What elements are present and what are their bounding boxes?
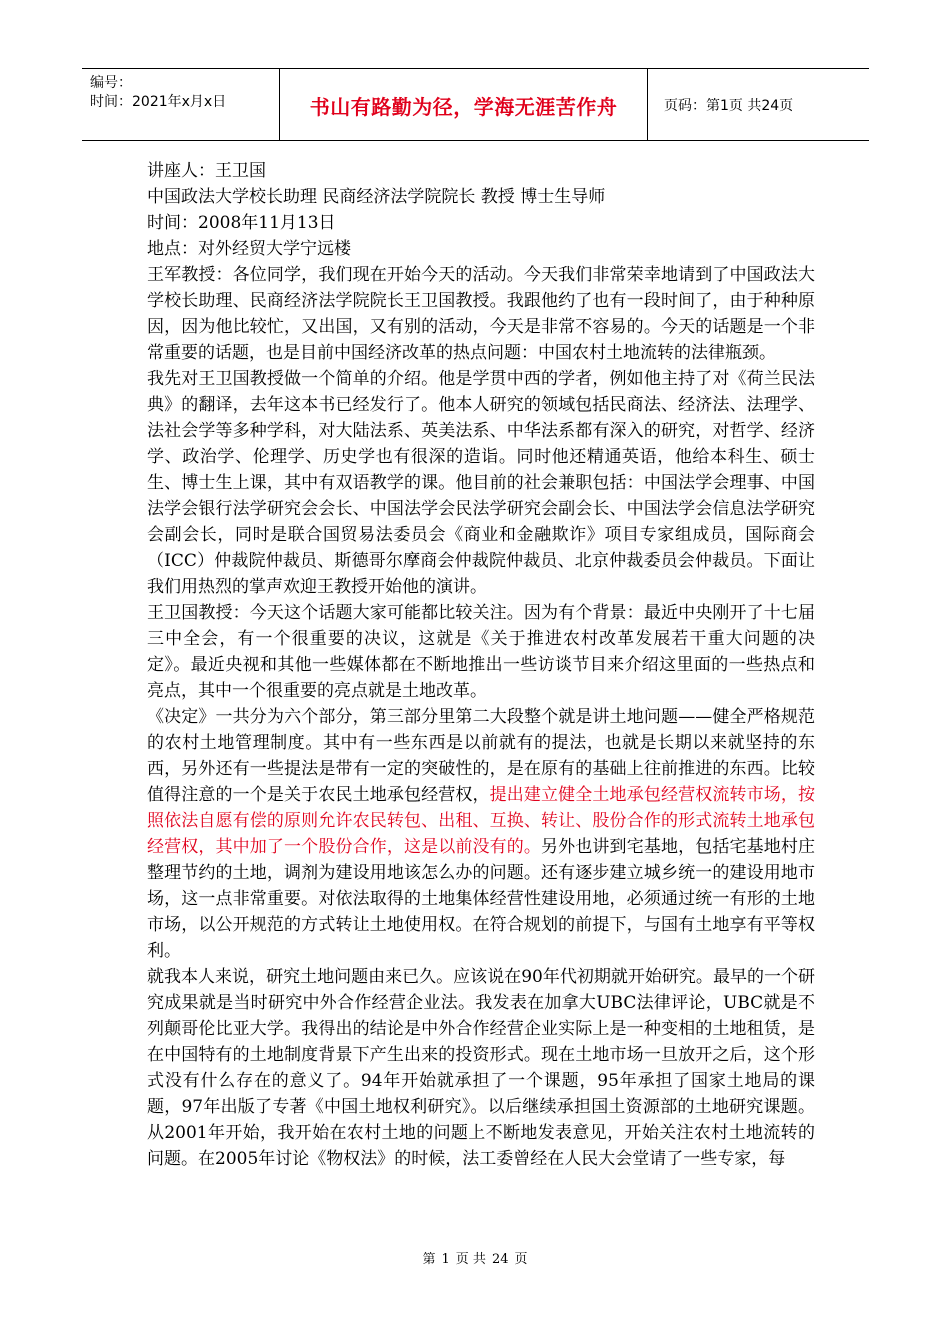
header-motto-cell bbox=[280, 69, 648, 140]
lecture-location-line: 地点：对外经贸大学宁远楼 bbox=[147, 239, 351, 259]
document-time-label: 时间：2021年x月x日 bbox=[90, 94, 227, 110]
footer-middle: 页 共 bbox=[455, 1252, 486, 1267]
footer-prefix: 第 bbox=[422, 1252, 436, 1267]
paragraph-decision-summary bbox=[147, 704, 815, 964]
page-footer bbox=[0, 1248, 950, 1267]
page-header bbox=[82, 68, 869, 141]
footer-suffix: 页 bbox=[514, 1252, 528, 1267]
header-info-cell bbox=[82, 69, 280, 140]
lecturer-line: 讲座人：王卫国 bbox=[147, 161, 266, 181]
footer-page-number: 1 bbox=[441, 1252, 450, 1267]
footer-total-pages: 24 bbox=[491, 1252, 509, 1267]
paragraph-speaker-bio: 我先对王卫国教授做一个简单的介绍。他是学贯中西的学者，例如他主持了对《荷兰民法典》的翻译，去年这本书已经发行了。他本人研究的领域包括民商法、经济法、法理学、法社会学等多种学科，对大陆法系、英美法系、中华法系都有深入的研究，对哲学、经济学、政治学、伦理学、历史学也有很深的造诣。同时他还精通英语，他给本科生、硕士生、博士生上课，其中有双语教学的课。他目前的社会兼职包括：中国法学会理事、中国法学会银行法学研究会会长、中国法学会民法学研究会副会长、中国法学会信息法学研究会副会长，同时是联合国贸易法委员会《商业和金融欺诈》项目专家组成员，国际商会（ICC）仲裁院仲裁员、斯德哥尔摩商会仲裁院仲裁员、北京仲裁委员会仲裁员。下面让我们用热烈的掌声欢迎王教授开始他的演讲。 bbox=[147, 369, 815, 597]
paragraph-decision-text-start: 《决定》一共分为六个部分，第三部分里第二大段整个就是讲土地问题——健全严格规范的农村土地管理制度。其中有一些东西是以前就有的提法，也就是长期以来就坚持的东西，另外还有一些提法是带有一定的突破性的，是在原有的基础上往前推进的东西。比较值得注意的一个是关于农民土地承包经营权， bbox=[147, 707, 815, 805]
lecturer-titles-line: 中国政法大学校长助理 民商经济法学院院长 教授 博士生导师 bbox=[147, 187, 606, 207]
header-page-info: 页码：第1页 共24页 bbox=[664, 97, 794, 114]
paragraph-host-intro: 王军教授：各位同学，我们现在开始今天的活动。今天我们非常荣幸地请到了中国政法大学校长助理、民商经济法学院院长王卫国教授。我跟他约了也有一段时间了，由于种种原因，因为他比较忙，又出国，又有别的活动，今天是非常不容易的。今天的话题是一个非常重要的话题，也是目前中国经济改革的热点问题：中国农村土地流转的法律瓶颈。 bbox=[147, 265, 815, 363]
paragraph-research-history: 就我本人来说，研究土地问题由来已久。应该说在90年代初期就开始研究。最早的一个研究成果就是当时研究中外合作经营企业法。我发表在加拿大UBC法律评论，UBC就是不列颠哥伦比亚大学。我得出的结论是中外合作经营企业实际上是一种变相的土地租赁，是在中国特有的土地制度背景下产生出来的投资形式。现在土地市场一旦放开之后，这个形式没有什么存在的意义了。94年开始就承担了一个课题，95年承担了国家土地局的课题，97年出版了专著《中国土地权利研究》。以后继续承担国土资源部的土地研究课题。从2001年开始，我开始在农村土地的问题上不断地发表意见，开始关注农村土地流转的问题。在2005年讨论《物权法》的时候，法工委曾经在人民大会堂请了一些专家，每 bbox=[147, 967, 815, 1169]
paragraph-decision-text-end: 另外也讲到宅基地，包括宅基地村庄整理节约的土地，调剂为建设用地该怎么办的问题。还有逐步建立城乡统一的建设用地市场，这一点非常重要。对依法取得的土地集体经营性建设用地，必须通过统一有形的土地市场，以公开规范的方式转让土地使用权。在符合规划的前提下，与国有土地享有平等权利。 bbox=[147, 837, 816, 961]
document-body bbox=[147, 158, 815, 1172]
paragraph-speaker-opening: 王卫国教授：今天这个话题大家可能都比较关注。因为有个背景：最近中央刚开了十七届三中全会，有一个很重要的决议，这就是《关于推进农村改革发展若干重大问题的决定》。最近央视和其他一些媒体都在不断地推出一些访谈节目来介绍这里面的一些热点和亮点，其中一个很重要的亮点就是土地改革。 bbox=[147, 603, 815, 701]
header-page-cell bbox=[648, 69, 869, 140]
lecture-time-line: 时间：2008年11月13日 bbox=[147, 213, 336, 233]
header-motto: 书山有路勤为径，学海无涯苦作舟 bbox=[309, 95, 618, 119]
document-number-label: 编号： bbox=[90, 75, 132, 91]
highlighted-red-text: 提出建立健全土地承包经营权流转市场，按照依法自愿有偿的原则允许农民转包、出租、互换、转让、股份合作的形式流转土地承包经营权，其中加了一个股份合作，这是以前没有的。 bbox=[147, 785, 816, 857]
